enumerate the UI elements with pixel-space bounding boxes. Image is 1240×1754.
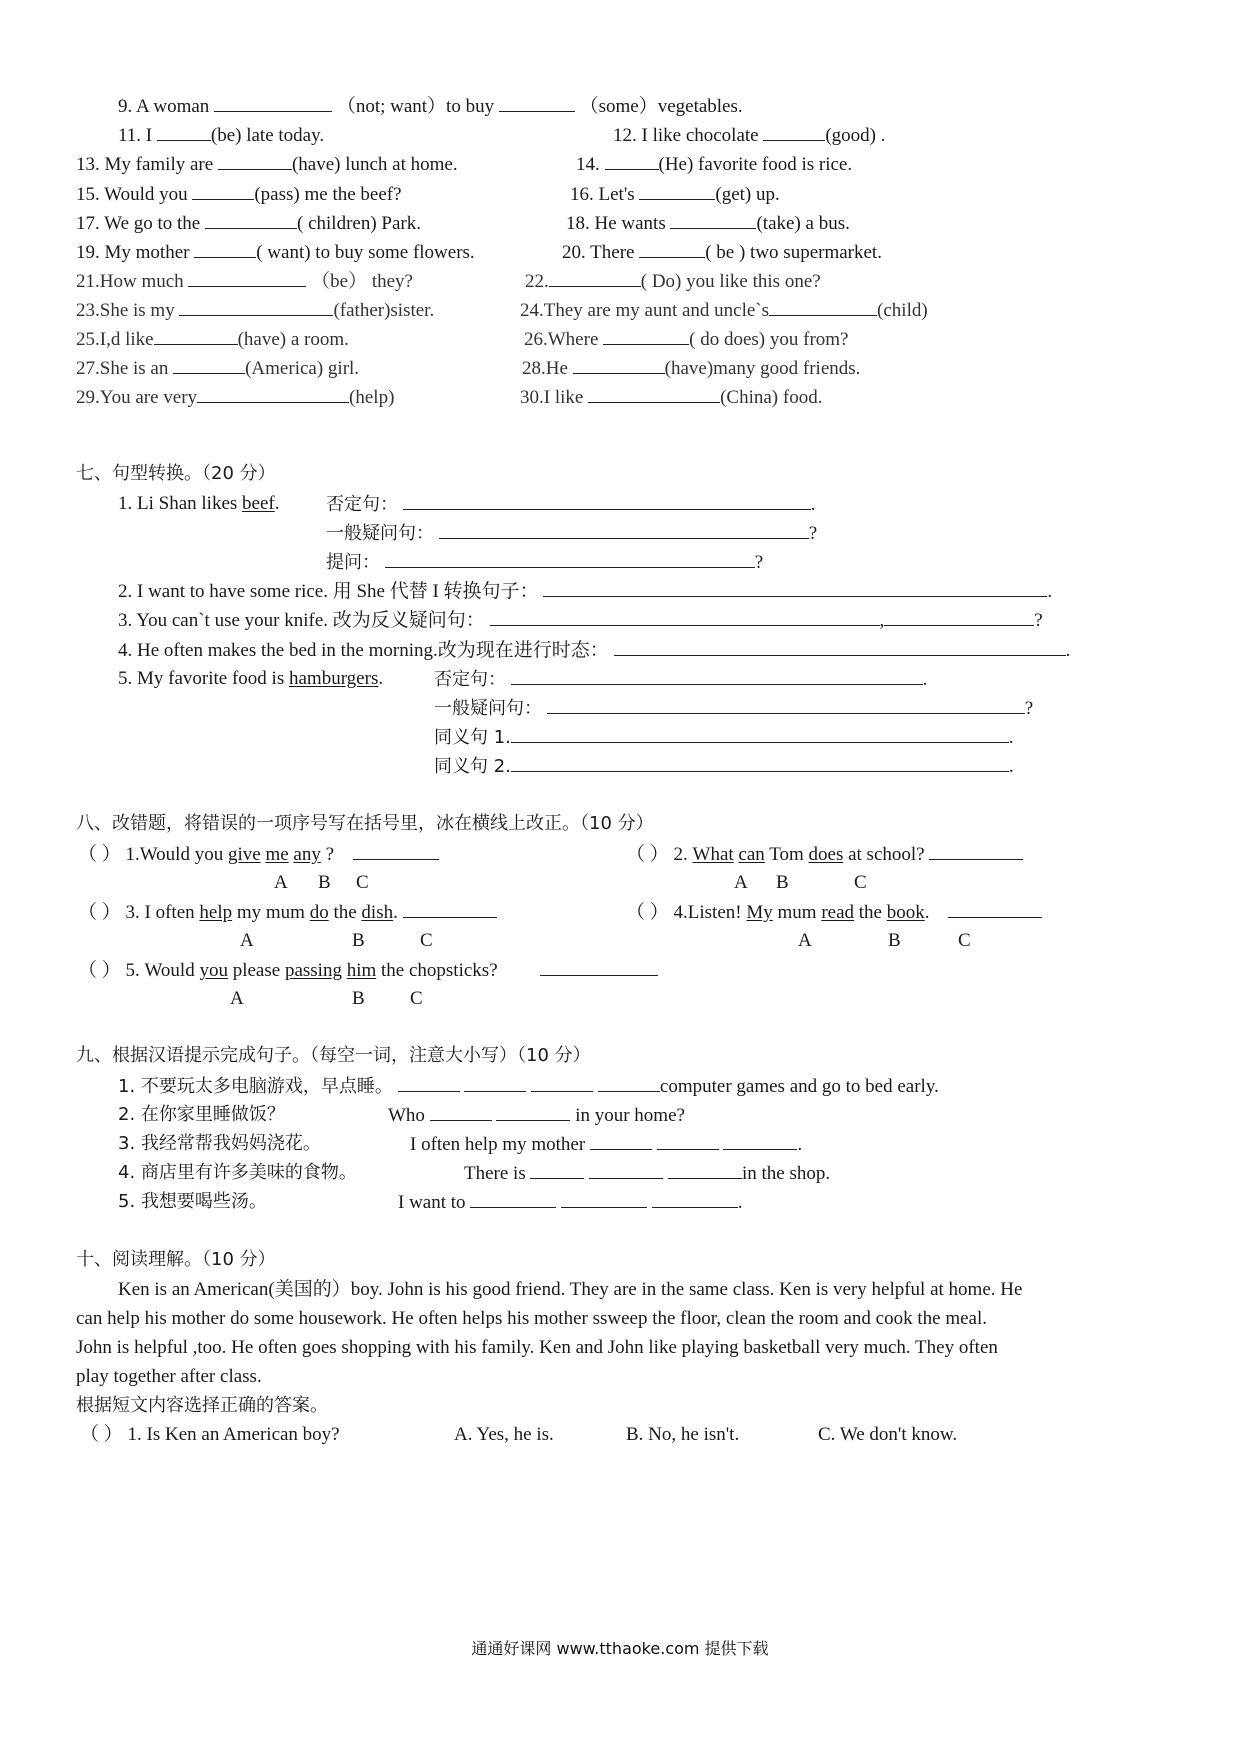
answer-line[interactable]	[511, 754, 1009, 772]
word-blank[interactable]	[652, 1190, 738, 1208]
word-blank[interactable]	[561, 1190, 647, 1208]
choice-label-c: C	[410, 988, 423, 1009]
s7-q5-synonym-2: 同义句 2. .	[434, 756, 1014, 777]
section-8-heading: 八、改错题，将错误的一项序号写在括号里，冰在横线上改正。（10 分）	[76, 813, 654, 834]
passage-line-4: play together after class.	[76, 1366, 262, 1387]
s8-item-5: （ ） 5. Would you please passing him the chopsticks?	[78, 958, 658, 983]
s9-q5-en: I want to .	[398, 1192, 743, 1213]
correction-line[interactable]	[353, 842, 439, 860]
correction-line[interactable]	[929, 842, 1023, 860]
s7-q5-general-question: 一般疑问句： ?	[434, 698, 1034, 719]
s7-q3: 3. You can`t use your knife. 改为反义疑问句： , ?	[118, 610, 1043, 631]
word-blank[interactable]	[723, 1132, 797, 1150]
s7-q1-general-question: 一般疑问句： ?	[326, 523, 818, 544]
fill-q9: 9. A woman （not; want）to buy （some）vegetables.	[118, 96, 743, 117]
fill-q22: 22. ( Do) you like this one?	[525, 271, 821, 292]
answer-blank[interactable]	[639, 182, 715, 200]
fill-q13: 13. My family are (have) lunch at home.	[76, 154, 458, 175]
answer-line[interactable]	[511, 725, 1009, 743]
choice-label-a: A	[240, 930, 254, 951]
answer-line[interactable]	[385, 550, 755, 568]
answer-line[interactable]	[403, 492, 811, 510]
s7-q1: 1. Li Shan likes beef.	[118, 493, 280, 514]
answer-paren[interactable]: （ ）	[78, 902, 121, 923]
word-blank[interactable]	[496, 1103, 570, 1121]
word-blank[interactable]	[668, 1161, 742, 1179]
correction-line[interactable]	[540, 958, 658, 976]
answer-line[interactable]	[511, 667, 923, 685]
s7-q1-negative: 否定句： .	[326, 494, 816, 515]
answer-line[interactable]	[543, 579, 1047, 597]
answer-blank[interactable]	[205, 211, 297, 229]
answer-blank[interactable]	[763, 123, 825, 141]
fill-q11: 11. I (be) late today.	[118, 125, 325, 146]
answer-blank[interactable]	[603, 327, 689, 345]
page-footer: 通通好课网 www.tthaoke.com 提供下载	[471, 1639, 769, 1658]
choice-label-a: A	[798, 930, 812, 951]
word-blank[interactable]	[464, 1074, 526, 1092]
fill-q18: 18. He wants (take) a bus.	[566, 213, 850, 234]
s9-q1: 1. 不要玩太多电脑游戏，早点睡。 computer games and go to bed early.	[118, 1076, 939, 1097]
fill-q14: 14. (He) favorite food is rice.	[576, 154, 853, 175]
answer-blank[interactable]	[188, 269, 306, 287]
section-7-heading: 七、句型转换。（20 分）	[76, 463, 276, 484]
answer-blank[interactable]	[192, 182, 254, 200]
answer-line[interactable]	[614, 638, 1066, 656]
s7-q4: 4. He often makes the bed in the morning.改为现在进行时态： .	[118, 640, 1071, 661]
s7-q5-negative: 否定句： .	[434, 669, 928, 690]
fill-q26: 26.Where ( do does) you from?	[524, 329, 849, 350]
choice-label-b: B	[888, 930, 901, 951]
fill-q17: 17. We go to the ( children) Park.	[76, 213, 421, 234]
fill-q15: 15. Would you (pass) me the beef?	[76, 184, 402, 205]
s8-item-3: （ ） 3. I often help my mum do the dish.	[78, 900, 497, 925]
fill-q28: 28.He (have)many good friends.	[522, 358, 861, 379]
fill-q21: 21.How much （be） they?	[76, 271, 413, 292]
fill-q30: 30.I like (China) food.	[520, 387, 823, 408]
choice-label-b: B	[318, 872, 331, 893]
answer-line[interactable]	[490, 608, 880, 626]
choice-label-c: C	[854, 872, 867, 893]
choice-label-c: C	[958, 930, 971, 951]
word-blank[interactable]	[531, 1074, 593, 1092]
option-c[interactable]: C. We don't know.	[818, 1424, 958, 1445]
s9-q2-en: Who in your home?	[388, 1105, 685, 1126]
s9-q3-en: I often help my mother .	[410, 1134, 803, 1155]
s9-q3: 3. 我经常帮我妈妈浇花。	[118, 1133, 321, 1154]
answer-blank[interactable]	[214, 94, 332, 112]
answer-paren[interactable]: （ ）	[78, 960, 121, 981]
s9-q2: 2. 在你家里睡做饭？	[118, 1104, 285, 1125]
fill-q20: 20. There ( be ) two supermarket.	[562, 242, 882, 263]
answer-blank[interactable]	[173, 356, 245, 374]
s7-q5-synonym-1: 同义句 1. .	[434, 727, 1014, 748]
passage-line-1: Ken is an American(美国的）boy. John is his good friend. They are in the same class. Ken is very helpful at home. He	[118, 1279, 1023, 1300]
fill-q16: 16. Let's (get) up.	[570, 184, 780, 205]
answer-blank[interactable]	[670, 211, 756, 229]
answer-blank[interactable]	[549, 269, 641, 287]
s9-q4-en: There is in the shop.	[464, 1163, 831, 1184]
s8-item-1: （ ） 1.Would you give me any ?	[78, 842, 439, 867]
word-blank[interactable]	[530, 1161, 584, 1179]
answer-blank[interactable]	[573, 356, 665, 374]
answer-paren[interactable]: （ ）	[626, 844, 669, 865]
answer-blank[interactable]	[218, 152, 292, 170]
choice-label-b: B	[776, 872, 789, 893]
s8-item-4: （ ） 4.Listen! My mum read the book.	[626, 900, 1042, 925]
choice-label-c: C	[420, 930, 433, 951]
correction-line[interactable]	[948, 900, 1042, 918]
reading-instruction: 根据短文内容选择正确的答案。	[76, 1395, 328, 1416]
fill-q29: 29.You are very (help)	[76, 387, 395, 408]
choice-label-a: A	[274, 872, 288, 893]
answer-blank[interactable]	[605, 152, 659, 170]
reading-q1: （ ） 1. Is Ken an American boy?	[80, 1424, 340, 1445]
s9-q4: 4. 商店里有许多美味的食物。	[118, 1162, 357, 1183]
answer-blank[interactable]	[197, 385, 349, 403]
answer-blank[interactable]	[499, 94, 575, 112]
choice-label-b: B	[352, 988, 365, 1009]
answer-blank[interactable]	[154, 327, 238, 345]
answer-paren[interactable]: （ ）	[78, 844, 121, 865]
s8-item-2: （ ） 2. What can Tom does at school?	[626, 842, 1023, 867]
s7-q1-ask: 提问： ?	[326, 552, 764, 573]
fill-q25: 25.I,d like (have) a room.	[76, 329, 349, 350]
word-blank[interactable]	[430, 1103, 492, 1121]
correction-line[interactable]	[403, 900, 497, 918]
answer-blank[interactable]	[588, 385, 720, 403]
fill-q19: 19. My mother ( want) to buy some flowers.	[76, 242, 475, 263]
s9-q5: 5. 我想要喝些汤。	[118, 1191, 267, 1212]
fill-q12: 12. I like chocolate (good) .	[613, 125, 886, 146]
word-blank[interactable]	[590, 1132, 652, 1150]
choice-label-a: A	[230, 988, 244, 1009]
fill-q27: 27.She is an (America) girl.	[76, 358, 360, 379]
fill-q24: 24.They are my aunt and uncle`s (child)	[520, 300, 928, 321]
word-blank[interactable]	[398, 1074, 460, 1092]
choice-label-c: C	[356, 872, 369, 893]
fill-q23: 23.She is my (father)sister.	[76, 300, 435, 321]
word-blank[interactable]	[589, 1161, 663, 1179]
word-blank[interactable]	[470, 1190, 556, 1208]
answer-blank[interactable]	[194, 240, 256, 258]
answer-blank[interactable]	[769, 298, 877, 316]
answer-line[interactable]	[547, 696, 1025, 714]
option-b[interactable]: B. No, he isn't.	[626, 1424, 740, 1445]
passage-line-2: can help his mother do some housework. He often helps his mother ssweep the floor, clean the room and cook the meal.	[76, 1308, 987, 1329]
answer-paren[interactable]: （ ）	[626, 902, 669, 923]
answer-blank[interactable]	[639, 240, 705, 258]
section-10-heading: 十、阅读理解。（10 分）	[76, 1249, 276, 1270]
answer-line[interactable]	[884, 608, 1034, 626]
choice-label-b: B	[352, 930, 365, 951]
s7-q2: 2. I want to have some rice. 用 She 代替 I 转换句子： .	[118, 581, 1053, 602]
answer-line[interactable]	[439, 521, 809, 539]
answer-blank[interactable]	[179, 298, 333, 316]
s7-q5: 5. My favorite food is hamburgers.	[118, 668, 384, 689]
word-blank[interactable]	[598, 1074, 660, 1092]
word-blank[interactable]	[657, 1132, 719, 1150]
option-a[interactable]: A. Yes, he is.	[454, 1424, 554, 1445]
answer-blank[interactable]	[157, 123, 211, 141]
choice-label-a: A	[734, 872, 748, 893]
answer-paren[interactable]: （ ）	[80, 1424, 123, 1445]
section-9-heading: 九、根据汉语提示完成句子。（每空一词，注意大小写）（10 分）	[76, 1045, 591, 1066]
passage-line-3: John is helpful ,too. He often goes shopping with his family. Ken and John like playing basketball very much. They often	[76, 1337, 998, 1358]
